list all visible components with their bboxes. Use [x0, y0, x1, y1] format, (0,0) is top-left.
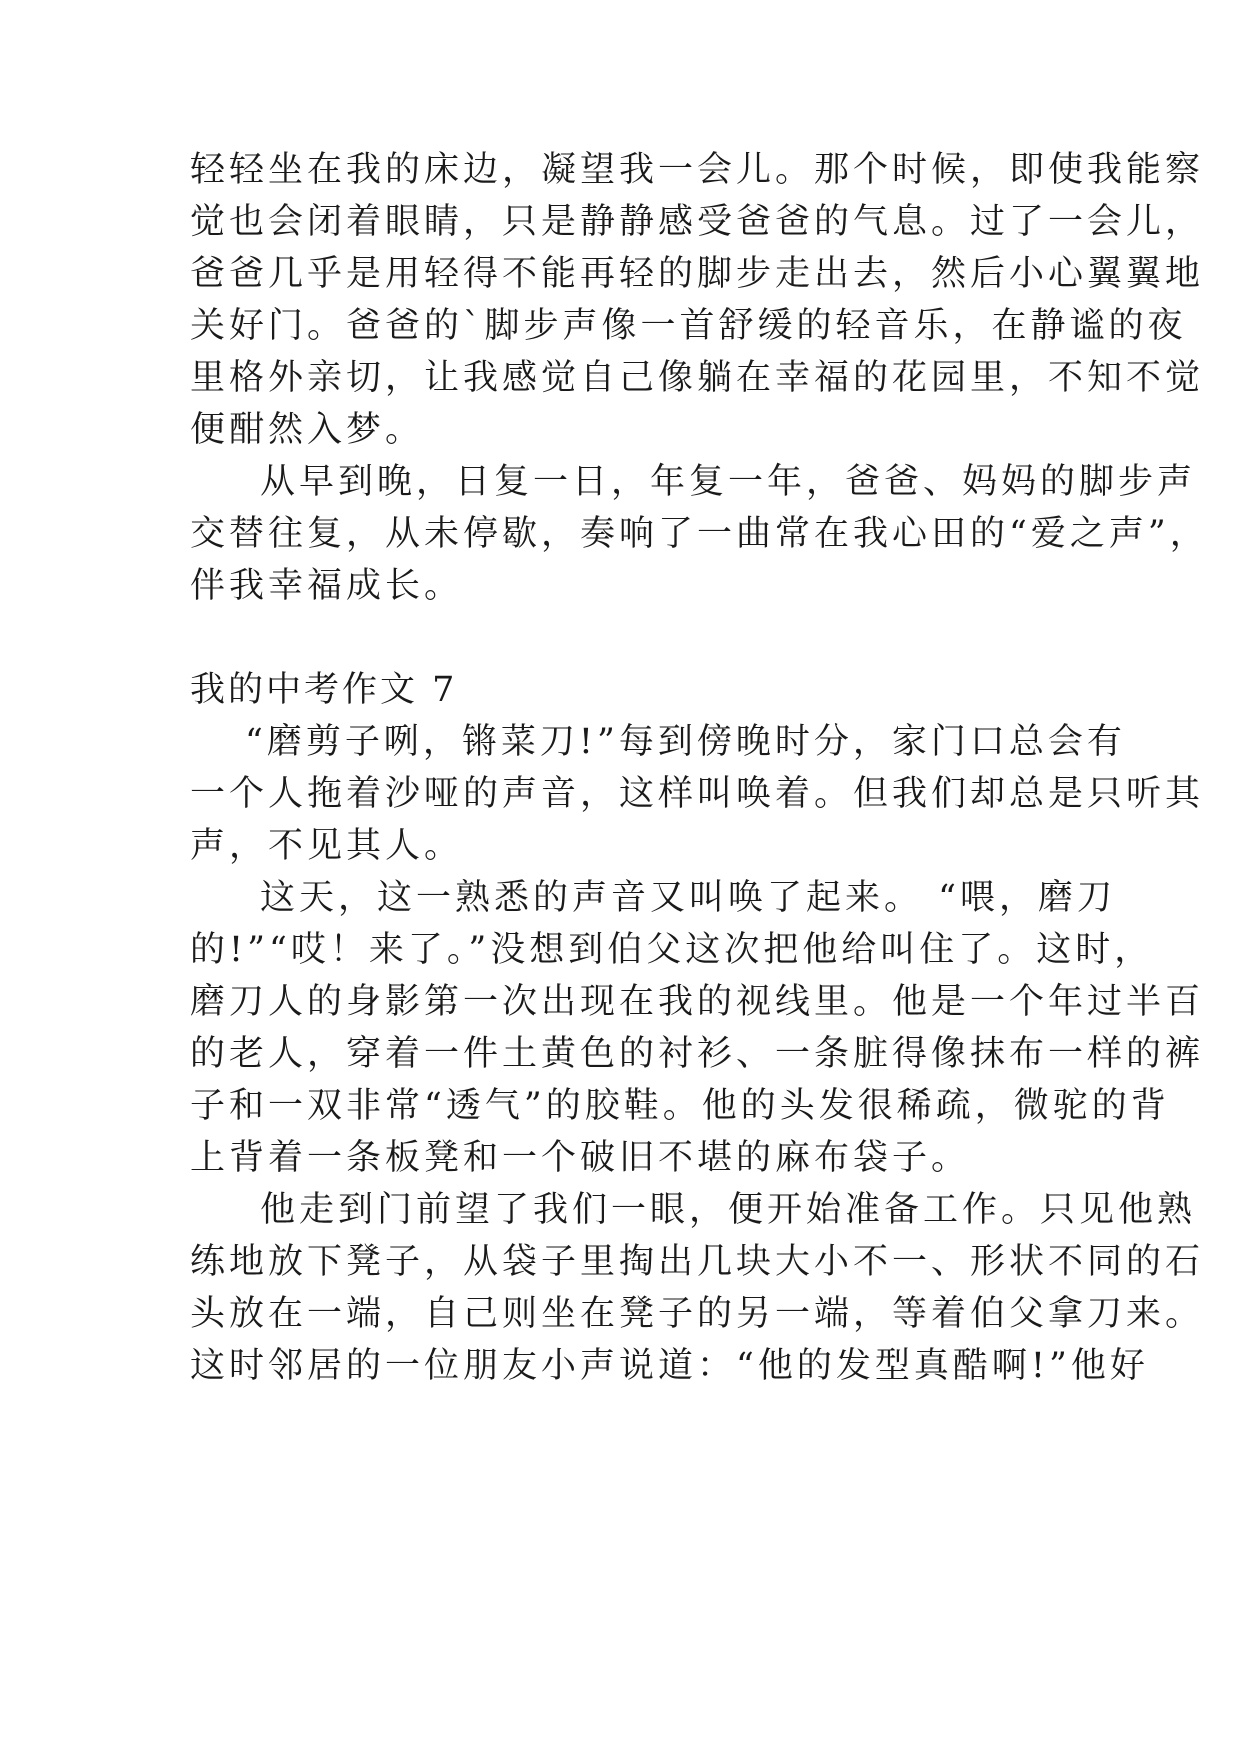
- text-line: 关好门。爸爸的`脚步声像一首舒缓的轻音乐，在静谧的夜: [190, 306, 1187, 346]
- text-line: 便酣然入梦。: [190, 410, 425, 450]
- text-line: 交替往复，从未停歇，奏响了一曲常在我心田的“爱之声”，: [190, 514, 1209, 554]
- text-line: 里格外亲切，让我感觉自己像躺在幸福的花园里，不知不觉: [190, 358, 1205, 398]
- text-line: 子和一双非常“透气”的胶鞋。他的头发很稀疏，微驼的背: [190, 1086, 1170, 1126]
- text-line: 这天，这一熟悉的声音又叫唤了起来。 “喂，磨刀: [260, 878, 1117, 918]
- text-line: 的!”“哎！来了。”没想到伯父这次把他给叫住了。这时，: [190, 930, 1154, 970]
- text-line: 他走到门前望了我们一眼，便开始准备工作。只见他熟: [260, 1190, 1197, 1230]
- text-line: 一个人拖着沙哑的声音，这样叫唤着。但我们却总是只听其: [190, 774, 1205, 814]
- text-line: 的老人，穿着一件土黄色的衬衫、一条脏得像抹布一样的裤: [190, 1034, 1205, 1074]
- text-line: 爸爸几乎是用轻得不能再轻的脚步走出去，然后小心翼翼地: [190, 254, 1205, 294]
- text-line: 上背着一条板凳和一个破旧不堪的麻布袋子。: [190, 1138, 971, 1178]
- section-title: 我的中考作文 7: [190, 670, 458, 710]
- text-line: 声，不见其人。: [190, 826, 464, 866]
- text-line: 轻轻坐在我的床边，凝望我一会儿。那个时候，即使我能察: [190, 150, 1205, 190]
- text-line: 从早到晚，日复一日，年复一年，爸爸、妈妈的脚步声: [260, 462, 1197, 502]
- text-line: 觉也会闭着眼睛，只是静静感受爸爸的气息。过了一会儿，: [190, 202, 1205, 242]
- text-line: 伴我幸福成长。: [190, 566, 464, 606]
- text-line: 练地放下凳子，从袋子里掏出几块大小不一、形状不同的石: [190, 1242, 1205, 1282]
- text-line: 头放在一端，自己则坐在凳子的另一端，等着伯父拿刀来。: [190, 1294, 1205, 1334]
- text-line: “磨剪子咧，锵菜刀!”每到傍晚时分，家门口总会有: [245, 722, 1126, 762]
- text-line: 这时邻居的一位朋友小声说道：“他的发型真酷啊!”他好: [190, 1346, 1149, 1386]
- text-line: 磨刀人的身影第一次出现在我的视线里。他是一个年过半百: [190, 982, 1205, 1022]
